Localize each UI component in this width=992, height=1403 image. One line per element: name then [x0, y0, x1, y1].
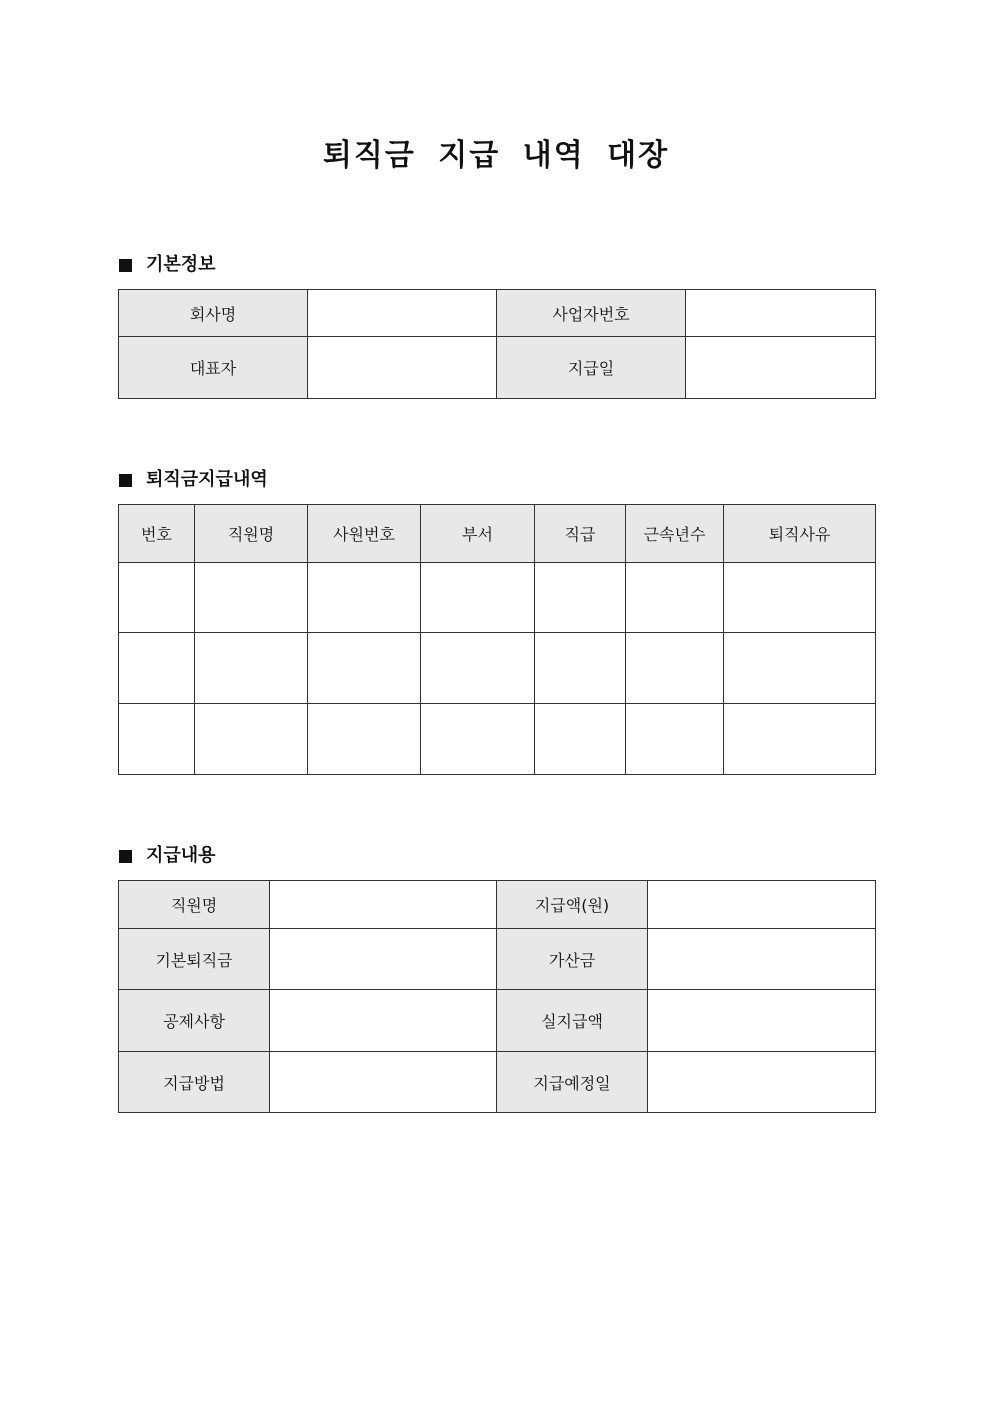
payment-amount-label: 지급액(원) [497, 881, 648, 929]
payment-date-label: 지급일 [497, 337, 686, 399]
payment-amount-field[interactable] [648, 881, 876, 929]
table-row [119, 563, 876, 633]
document-title: 퇴직금 지급 내역 대장 [322, 138, 670, 173]
employee-name-label: 직원명 [119, 881, 270, 929]
business-number-label: 사업자번호 [497, 290, 686, 337]
table-cell[interactable] [724, 704, 876, 775]
base-severance-field[interactable] [270, 929, 497, 990]
payment-row-2 [119, 929, 876, 990]
basic-info-row-1 [119, 290, 876, 337]
table-cell[interactable] [195, 633, 308, 704]
basic-info-heading [119, 253, 216, 277]
table-cell[interactable] [119, 704, 195, 775]
table-row [119, 633, 876, 704]
table-cell[interactable] [724, 633, 876, 704]
net-payment-field[interactable] [648, 990, 876, 1052]
column-header-retirement-reason: 퇴직사유 [724, 505, 876, 563]
table-cell[interactable] [195, 704, 308, 775]
scheduled-date-field[interactable] [648, 1052, 876, 1113]
table-cell[interactable] [119, 633, 195, 704]
column-header-department: 부서 [421, 505, 535, 563]
additional-amount-label: 가산금 [497, 929, 648, 990]
deductions-field[interactable] [270, 990, 497, 1052]
column-header-employee-name: 직원명 [195, 505, 308, 563]
payment-date-field[interactable] [686, 337, 876, 399]
table-row [119, 704, 876, 775]
representative-label: 대표자 [119, 337, 308, 399]
payment-details-heading [119, 844, 216, 868]
table-cell[interactable] [724, 563, 876, 633]
basic-info-row-2 [119, 337, 876, 399]
column-header-employee-id: 사원번호 [308, 505, 421, 563]
table-cell[interactable] [308, 633, 421, 704]
table-cell[interactable] [626, 563, 724, 633]
basic-info-heading-text: 기본정보 [146, 254, 216, 275]
table-cell[interactable] [535, 563, 626, 633]
square-bullet-icon [119, 259, 132, 272]
table-cell[interactable] [535, 704, 626, 775]
table-cell[interactable] [308, 704, 421, 775]
company-name-label: 회사명 [119, 290, 308, 337]
payment-details-table [118, 880, 876, 1113]
column-header-years-of-service: 근속년수 [626, 505, 724, 563]
representative-field[interactable] [308, 337, 497, 399]
square-bullet-icon [119, 850, 132, 863]
payment-method-label: 지급방법 [119, 1052, 270, 1113]
severance-list-heading-text: 퇴직금지급내역 [146, 469, 268, 490]
severance-list-heading [119, 468, 268, 492]
table-cell[interactable] [421, 633, 535, 704]
table-cell[interactable] [535, 633, 626, 704]
square-bullet-icon [119, 474, 132, 487]
severance-list-table [118, 504, 876, 775]
severance-header-row [119, 505, 876, 563]
basic-info-table [118, 289, 876, 399]
column-header-position: 직급 [535, 505, 626, 563]
column-header-number: 번호 [119, 505, 195, 563]
table-cell[interactable] [308, 563, 421, 633]
deductions-label: 공제사항 [119, 990, 270, 1052]
payment-method-field[interactable] [270, 1052, 497, 1113]
payment-row-1 [119, 881, 876, 929]
table-cell[interactable] [626, 633, 724, 704]
net-payment-label: 실지급액 [497, 990, 648, 1052]
business-number-field[interactable] [686, 290, 876, 337]
base-severance-label: 기본퇴직금 [119, 929, 270, 990]
table-cell[interactable] [626, 704, 724, 775]
additional-amount-field[interactable] [648, 929, 876, 990]
payment-row-4 [119, 1052, 876, 1113]
payment-details-heading-text: 지급내용 [146, 845, 216, 866]
table-cell[interactable] [421, 563, 535, 633]
scheduled-date-label: 지급예정일 [497, 1052, 648, 1113]
payment-row-3 [119, 990, 876, 1052]
table-cell[interactable] [421, 704, 535, 775]
company-name-field[interactable] [308, 290, 497, 337]
table-cell[interactable] [195, 563, 308, 633]
table-cell[interactable] [119, 563, 195, 633]
employee-name-field[interactable] [270, 881, 497, 929]
